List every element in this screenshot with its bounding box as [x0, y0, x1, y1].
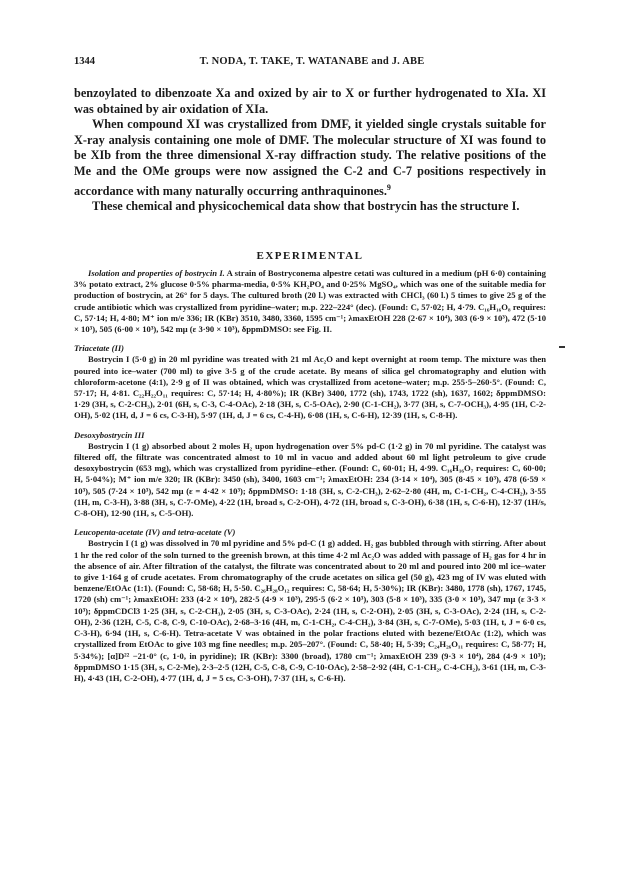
isolation-lead: Isolation and properties of bostrycin I.	[88, 268, 225, 278]
paragraph-2	[74, 117, 546, 199]
triacetate-heading: Triacetate (II)	[74, 343, 125, 354]
experimental-section	[74, 268, 546, 684]
leuco-acetate-paragraph: Bostrycin I (1 g) was dissolved in 70 ml pyridine and 5% pd-C (1 g) added. H₂ gas bubbled through with stirring. After about 1 hr the red color of the soln turned to the greenish brown, at this time 4·2 ml Ac₂O was added with passage of H₂ gas for 4 hr in the absence of air. After filtration of the catalyst, the filtrate was concentrated about to 20 ml and poured into 200 ml ice–water to give 1·164 g of crude acetates. From chromatography of the crude acetates on silica gel (50 g), 423 mg of IV was eluted with benzene/EtOAc (1:1). (Found: C, 58·68; H, 5·50. C₂₆H₂₈O₁₂ requires: C, 58·64; H, 5·30%); IR (KBr): 3480, 1778 (sh), 1767, 1745, 1720 (sh) cm⁻¹; λmaxEtOH: 233 (4·2 × 10⁴), 282·5 (4·9 × 10³), 295·5 (6·2 × 10³), 303 (5·8 × 10³), 335 (3·0 × 10³), 347 mμ (ε 3·3 × 10³); δppmCDCl3 1·25 (3H, s, C-2-CH₃), 2·05 (3H, s, C-3-OAc), 2·24 (1H, s, C-2-OH), 2·05 (3H, s, C-3-OAc), 2·24 (1H, s, C-2-OH), 2·36 (12H, C-5, C-8, C-9, C-10-OAc), 2·68–3·16 (4H, m, C-1-CH₂, C-4-CH₂), 3·84 (3H, s, C-7-OMe), 5·03 (1H, t, J = 6·0 cs, C-3-H), 6·94 (1H, s, C-6-H). Tetra-acetate V was obtained in the polar fractions eluted with bezene/EtOAc (1:2), which was crystallized from EtOAc to give 103 mg fine needles; m.p. 205–207°. (Found: C, 58·40; H, 5·39; C₂₄H₂₆O₁₁ requires: C, 58·77; H, 5·34%); [α]D²² −21·0° (c, 1·0, in pyridine); IR (KBr): 3300 (broad), 1780 cm⁻¹; λmaxEtOH 239 (9·3 × 10⁴), 284 (4·9 × 10³); δppmDMSO 1·15 (3H, s, C-2-Me), 2·3–2·5 (12H, C-5, C-8, C-9, C-10-OAc), 2·58–2·92 (4H, C-1-CH₂, C-4-CH₂), 3·61 (1H, m, C-3-H), 4·43 (1H, C-2-OH), 4·77 (1H, d, J = 5 cs, C-3-OH), 7·37 (1H, s, C-6-H).	[74, 538, 546, 683]
running-head	[74, 56, 550, 72]
section-heading-experimental: EXPERIMENTAL	[256, 250, 364, 262]
reference-superscript: 9	[386, 182, 391, 192]
paragraph-2-text: When compound XI was crystallized from DMF, it yielded single crystals suitable for X-ray analysis containing one mole of DMF. The molecular structure of XI was found to be XIb from the three dimensional X-ray diffraction study. The relative positions of the Me and the OMe groups were now assigned the C-2 and C-7 positions respectively in accordance with many naturally occurring anthraquinones.	[74, 117, 546, 198]
desoxybostrycin-heading: Desoxybostrycin III	[74, 429, 145, 440]
leuco-acetate-heading: Leucopenta-acetate (IV) and tetra-acetate (V)	[74, 527, 236, 538]
isolation-text: A strain of Bostryconema alpestre cetati was cultured in a medium (pH 6·0) containing 3% potato extract, 2% glucose 0·5% pharma-media, 0·5% KH₂PO₄ and 0·25% MgSO₄, which was one of the suitable media for production of bostrycin, at 26° for 5 days. The cultured broth (20 l.) was extracted with CHCl₃ (60 l.) 5 times to give 25 g of the crude antibiotic which was crystallized from pyridine–water; m.p. 222–224° (dec). (Found: C, 57·02; H, 4·79. C₁₆H₁₆O₈ requires: C, 57·14; H, 4·80; M⁺ ion m/e 336; IR (KBr) 3510, 3480, 3360, 1595 cm⁻¹; λmaxEtOH 228 (2·67 × 10⁴), 303 (6·9 × 10³), 472 (5·10 × 10³), 505 (6·00 × 10³), 542 mμ (ε 3·90 × 10³), δppmDMSO: see Fig. II.	[74, 268, 546, 335]
paragraph-3: These chemical and physicochemical data show that bostrycin has the structure I.	[92, 199, 520, 214]
triacetate-paragraph: Bostrycin I (5·0 g) in 20 ml pyridine was treated with 21 ml Ac₂O and kept overnight at room temp. The mixture was then poured into ice–water (700 ml) to give 3·5 g of the crude acetate. By means of silica gel chromatography and elution with chloroform-acetone (4:1), 2·9 g of II was obtained, which was crystallized from acetone–water; m.p. 255·5–260·5°. (Found: C, 57·17; H, 4·81. C₂₂H₂₂O₁₁ requires: C, 57·14; H, 4·80%); IR (KBr) 3400, 1772 (sh), 1743, 1722 (sh), 1637, 1602; δppmDMSO: 1·29 (3H, s, C-2-CH₃), 2·01 (6H, s, C-3, C-4-OAc), 2·18 (3H, s, C-5-OAc), 2·90 (C-1-CH₂), 3·77 (3H, s, C-7-OCH₃), 4·95 (1H, C-2-OH), 5·02 (1H, d, J = 6 cs, C-3-H), 5·97 (1H, d, J = 6 cs, C-4-H), 6·08 (1H, s, C-6-H), 12·39 (1H, s, C-8-H).	[74, 354, 546, 421]
author-line: T. NODA, T. TAKE, T. WATANABE and J. ABE	[199, 56, 425, 67]
isolation-paragraph	[74, 268, 546, 335]
introduction-text	[74, 86, 546, 215]
desoxybostrycin-paragraph: Bostrycin I (1 g) absorbed about 2 moles H₂ upon hydrogenation over 5% pd-C (1·2 g) in 70 ml pyridine. The catalyst was filtered off, the filtrate was concentrated almost to 10 ml in vacuo and added about 60 ml light petroleum to give crude desoxybostrycin (653 mg), which was crystallized from pyridine–ether. (Found: C, 60·01; H, 4·99. C₁₆H₁₆O₇ requires: C, 60·00; H, 5·04%); M⁺ ion m/e 320; IR (KBr): 3450 (sh), 3400, 1603 cm⁻¹; λmaxEtOH: 234 (3·14 × 10⁴), 305 (8·45 × 10³), 478 (6·59 × 10³), 505 (7·24 × 10³), 542 mμ (ε = 4·42 × 10³); δppmDMSO: 1·18 (3H, s, C-2-CH₃), 2·62–2·80 (4H, m, C-1-CH₂, C-4-CH₂), 3·55 (1H, m, C-3-H), 3·88 (3H, s, C-7-OMe), 4·22 (1H, broad s, C-2-OH), 4·72 (1H, broad s, C-3-OH), 6·38 (1H, s, C-6-H), 12·37 (1H/s, C-8-OH), 12·90 (1H, s, C-5-OH).	[74, 440, 546, 519]
paragraph-1: benzoylated to dibenzoate Xa and oxized by air to X or further hydrogenated to XIa. XI was obtained by air oxidation of XIa.	[74, 86, 546, 116]
page-number: 1344	[74, 56, 95, 67]
margin-mark	[559, 346, 565, 348]
